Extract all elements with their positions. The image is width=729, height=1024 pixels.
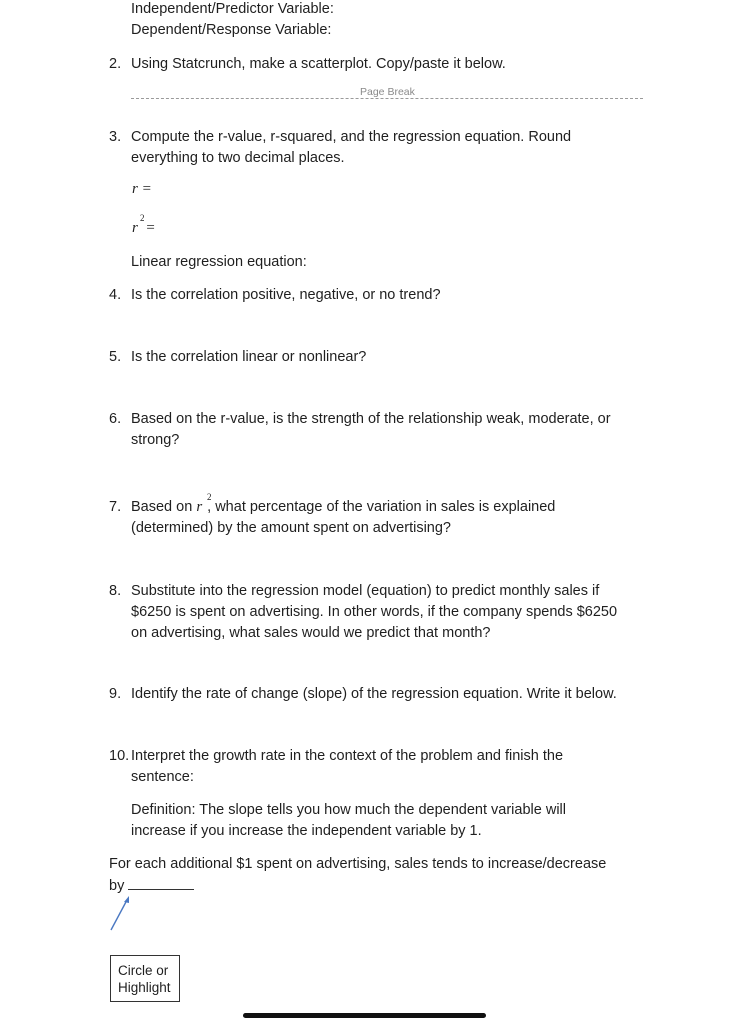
independent-variable-label: Independent/Predictor Variable: (131, 1, 334, 17)
question-4-text: Is the correlation positive, negative, or no trend? (131, 287, 441, 303)
arrow-annotation-icon (105, 893, 135, 933)
question-3-line-1: Compute the r-value, r-squared, and the regression equation. Round (131, 129, 572, 145)
r-value-label (132, 179, 152, 200)
question-9-text: Identify the rate of change (slope) of the regression equation. Write it below. (131, 686, 617, 702)
question-5-text: Is the correlation linear or nonlinear? (131, 349, 367, 365)
answer-blank[interactable] (128, 875, 194, 890)
page-break-divider (131, 98, 643, 99)
question-7-line-2: (determined) by the amount spent on advertising? (131, 520, 451, 536)
question-3-number: 3. (109, 129, 122, 145)
equals-sign-2: = (145, 220, 156, 236)
question-7-exponent: 2 (207, 492, 212, 502)
question-7-suffix: , what percentage of the variation in sales is explained (207, 499, 556, 515)
question-7-line-1 (131, 497, 555, 518)
question-8-line-1: Substitute into the regression model (equation) to predict monthly sales if (131, 583, 600, 599)
question-2-text: Using Statcrunch, make a scatterplot. Copy/paste it below. (131, 56, 506, 72)
question-4-number: 4. (109, 287, 122, 303)
question-7-r-symbol: r (196, 499, 203, 515)
circle-box-line-1: Circle or (118, 963, 169, 978)
linear-regression-label: Linear regression equation: (131, 254, 307, 270)
question-10-line-2: sentence: (131, 769, 194, 785)
page-break-label: Page Break (356, 86, 419, 98)
equals-sign: = (141, 181, 152, 197)
question-8-line-3: on advertising, what sales would we predict that month? (131, 625, 491, 641)
question-10-number: 10. (109, 748, 130, 764)
question-6-number: 6. (109, 411, 122, 427)
question-7-prefix: Based on (131, 499, 193, 515)
definition-line-2: increase if you increase the independent variable by 1. (131, 823, 482, 839)
question-8-number: 8. (109, 583, 122, 599)
r-squared-symbol: r (132, 220, 138, 236)
question-7-number: 7. (109, 499, 122, 515)
circle-box-line-2: Highlight (118, 980, 171, 995)
dependent-variable-label: Dependent/Response Variable: (131, 22, 332, 38)
circle-or-highlight-box[interactable] (110, 955, 180, 1002)
r-symbol: r (132, 181, 138, 197)
question-8-line-2: $6250 is spent on advertising. In other words, if the company spends $6250 (131, 604, 618, 620)
definition-line-1: Definition: The slope tells you how much the dependent variable will (131, 802, 566, 818)
question-6-line-2: strong? (131, 432, 180, 448)
sentence-line-1: For each additional $1 spent on advertising, sales tends to increase/decrease (109, 856, 607, 872)
home-indicator[interactable] (243, 1013, 486, 1018)
question-6-line-1: Based on the r-value, is the strength of the relationship weak, moderate, or (131, 411, 611, 427)
question-2-number: 2. (109, 56, 122, 72)
r-squared-exponent: 2 (140, 213, 145, 223)
question-5-number: 5. (109, 349, 122, 365)
question-10-line-1: Interpret the growth rate in the context of the problem and finish the (131, 748, 564, 764)
sentence-by: by (109, 878, 125, 894)
question-9-number: 9. (109, 686, 122, 702)
question-3-line-2: everything to two decimal places. (131, 150, 345, 166)
